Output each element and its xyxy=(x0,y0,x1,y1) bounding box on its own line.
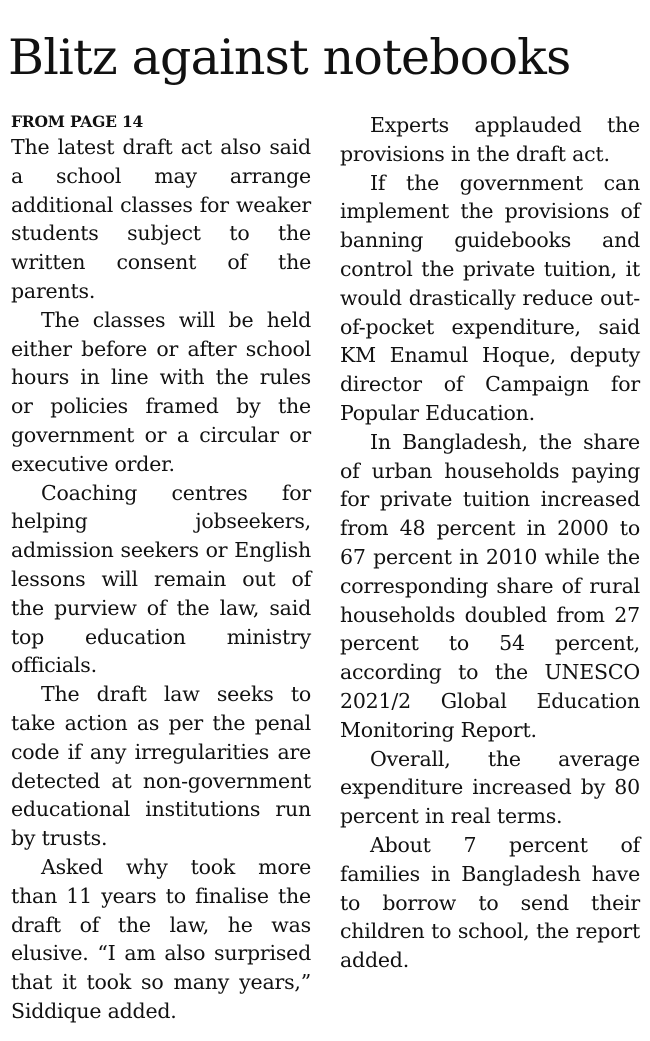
paragraph: About 7 percent of families in Bangladesh have to borrow to send their children to school, the report added. xyxy=(340,832,640,973)
headline: Blitz against notebooks xyxy=(8,29,571,86)
article-column-left xyxy=(11,111,311,1026)
paragraph: The classes will be held either before or after school hours in line with the rules or policies framed by the government or a circular or executive order. xyxy=(11,307,311,476)
paragraph: Overall, the average expenditure increased by 80 percent in real terms. xyxy=(340,746,640,829)
continuation-kicker: FROM PAGE 14 xyxy=(11,112,144,131)
paragraph: Experts applauded the provisions in the draft act. xyxy=(340,113,640,166)
article-column-right xyxy=(340,111,640,975)
paragraph: The draft law seeks to take action as per the penal code if any irregularities are detected at non-government educational institutions run by trusts. xyxy=(11,682,311,851)
paragraph: If the government can implement the provisions of banning guidebooks and control the private tuition, it would drastically reduce out-of-pocket expenditure, said KM Enamul Hoque, deputy director of Campaign for Popular Education. xyxy=(340,170,640,425)
paragraph: Asked why took more than 11 years to finalise the draft of the law, he was elusive. “I am also surprised that it took so many years,” Siddique added. xyxy=(11,854,311,1023)
paragraph: The latest draft act also said a school may arrange additional classes for weaker students subject to the written consent of the parents. xyxy=(11,135,311,303)
paragraph: In Bangladesh, the share of urban households paying for private tuition increased from 48 percent in 2000 to 67 percent in 2010 while the corresponding share of rural households doubled from 27 percent to 54 percent, according to the UNESCO 2021/2 Global Education Monitoring Report. xyxy=(340,429,640,742)
paragraph: Coaching centres for helping jobseekers, admission seekers or English lessons will remain out of the purview of the law, said top education ministry officials. xyxy=(11,480,311,678)
